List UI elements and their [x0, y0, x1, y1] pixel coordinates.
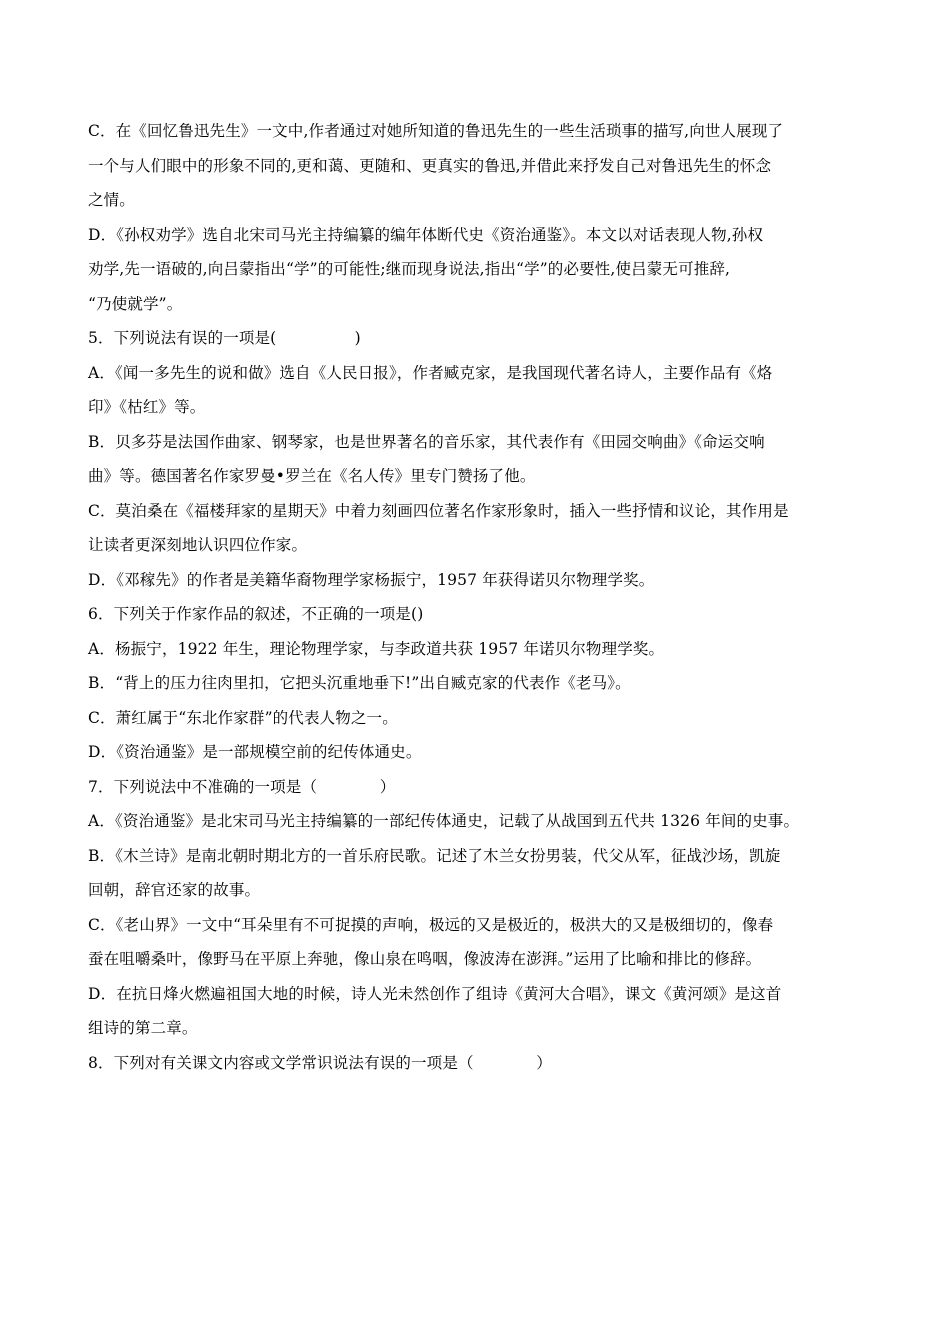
text-line: C．《老山界》一文中“耳朵里有不可捉摸的声响，极远的又是极近的，极洪大的又是极细切的，像春	[88, 915, 774, 934]
text-line: 让读者更深刻地认识四位作家。	[88, 536, 308, 554]
question-8-stem: 8．下列对有关课文内容或文学常识说法有误的一项是（ ）	[88, 1053, 552, 1072]
text-line: D．《邓稼先》的作者是美籍华裔物理学家杨振宁，1957 年获得诺贝尔物理学奖。	[88, 570, 655, 589]
text-line: C．在《回忆鲁迅先生》一文中,作者通过对她所知道的鲁迅先生的一些生活琐事的描写,向世人展现了	[88, 122, 784, 140]
question-7-stem: 7．下列说法中不准确的一项是（ ）	[88, 777, 396, 796]
text-line: D．《孙权劝学》选自北宋司马光主持编纂的编年体断代史《资治通鉴》。本文以对话表现人物,孙权	[88, 225, 764, 244]
text-line: D．《资治通鉴》是一部规模空前的纪传体通史。	[88, 743, 422, 761]
text-line: 劝学,先一语破的,向吕蒙指出“学”的可能性;继而现身说法,指出“学”的必要性,使吕蒙无可推辞,	[88, 260, 731, 278]
text-line: D．在抗日烽火燃遍祖国大地的时候，诗人光未然创作了组诗《黄河大合唱》，课文《黄河颂》是这首	[88, 984, 782, 1003]
text-line: 蚕在咀嚼桑叶，像野马在平原上奔驰，像山泉在鸣咽，像波涛在澎湃。”运用了比喻和排比的修辞。	[88, 950, 762, 968]
text-line: 印》《枯红》等。	[88, 398, 206, 416]
text-line: B．《木兰诗》是南北朝时期北方的一首乐府民歌。记述了木兰女扮男装，代父从军，征战沙场，凯旋	[88, 846, 781, 865]
text-line: A．《资治通鉴》是北宋司马光主持编纂的一部纪传体通史，记载了从战国到五代共 1326 年间的史事。	[88, 812, 800, 830]
text-line: A．杨振宁，1922 年生，理论物理学家，与李政道共获 1957 年诺贝尔物理学奖。	[88, 639, 665, 658]
text-line: 组诗的第二章。	[88, 1019, 198, 1037]
text-line: “乃使就学”。	[88, 294, 183, 313]
text-line: 之情。	[88, 191, 135, 209]
text-line: B．“背上的压力往肉里扣，它把头沉重地垂下!”出自臧克家的代表作《老马》。	[88, 674, 631, 692]
question-6-stem: 6．下列关于作家作品的叙述，不正确的一项是()	[88, 605, 424, 623]
text-line: B．贝多芬是法国作曲家、钢琴家，也是世界著名的音乐家，其代表作有《田园交响曲》《命运交响	[88, 432, 765, 451]
text-line: 回朝，辞官还家的故事。	[88, 881, 261, 899]
document-page	[88, 114, 878, 1080]
text-line: C．萧红属于“东北作家群”的代表人物之一。	[88, 708, 398, 727]
question-5-stem: 5．下列说法有误的一项是( )	[88, 329, 361, 347]
text-line: 曲》等。德国著名作家罗曼•罗兰在《名人传》里专门赞扬了他。	[88, 467, 536, 485]
text-line: C．莫泊桑在《福楼拜家的星期天》中着力刻画四位著名作家形象时，插入一些抒情和议论，其作用是	[88, 501, 789, 520]
text-line: 一个与人们眼中的形象不同的,更和蔼、更随和、更真实的鲁迅,并借此来抒发自己对鲁迅先生的怀念	[88, 156, 772, 175]
text-line: A．《闻一多先生的说和做》选自《人民日报》，作者臧克家，是我国现代著名诗人，主要作品有《烙	[88, 363, 773, 382]
